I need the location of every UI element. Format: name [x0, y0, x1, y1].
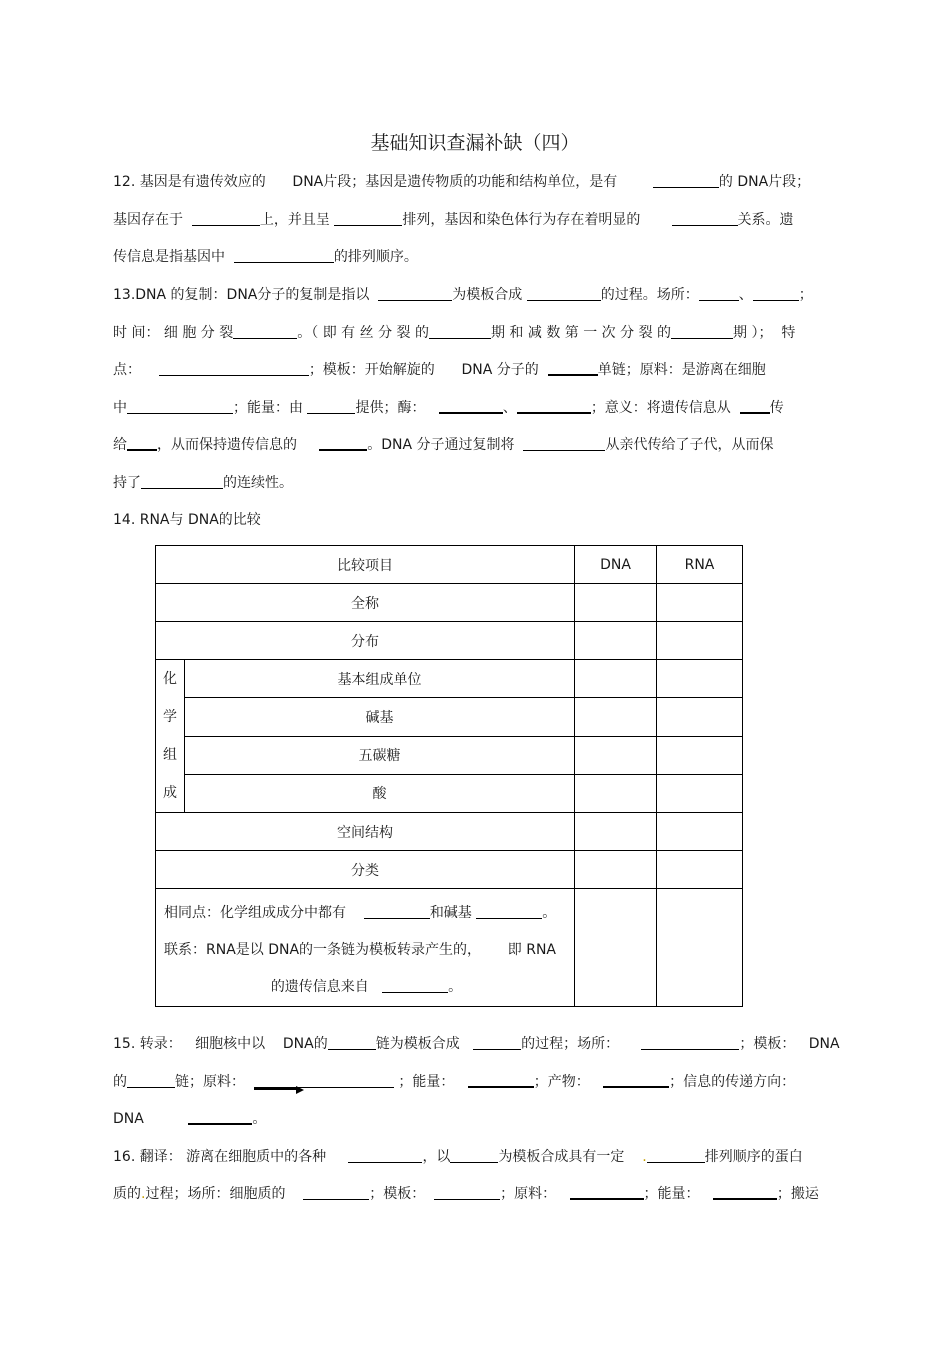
q13-line-3: 点： ；模板：开始解旋的 DNA 分子的 单链；原料：是游离在细胞	[113, 362, 766, 378]
blank[interactable]	[713, 1184, 777, 1200]
blank[interactable]	[468, 1072, 534, 1088]
blank[interactable]	[641, 1035, 739, 1050]
row-label-unit: 基本组成单位	[185, 660, 575, 698]
blank[interactable]	[603, 1072, 669, 1088]
table-row	[156, 851, 743, 889]
blank[interactable]	[753, 286, 799, 301]
row-label-class: 分类	[156, 851, 575, 889]
blank[interactable]	[570, 1184, 644, 1200]
q13-line-1: 13.DNA 的复制：DNA分子的复制是指以 为模板合成 的过程。场所： 、 ；	[113, 287, 813, 303]
blank[interactable]	[439, 398, 503, 414]
blank[interactable]	[647, 1148, 705, 1163]
blank[interactable]	[548, 360, 598, 376]
q12-line-1: 12. 基因是有遗传效应的 DNA片段；基因是遗传物质的功能和结构单位，是有 的 DNA片段；	[113, 174, 811, 190]
answer-cell[interactable]	[657, 813, 743, 851]
blank[interactable]	[429, 324, 491, 339]
blank[interactable]	[141, 474, 223, 489]
q13-line-6: 持了 的连续性。	[113, 475, 293, 491]
row-label-distribution: 分布	[156, 622, 575, 660]
blank[interactable]	[699, 286, 739, 301]
answer-cell[interactable]	[575, 660, 657, 698]
answer-cell[interactable]	[575, 622, 657, 660]
page-title: 基础知识查漏补缺（四）	[370, 132, 580, 154]
table-row	[156, 889, 743, 1007]
q16-line-2: 质的.过程；场所：细胞质的 ；模板： ；原料： ；能量： ；搬运	[113, 1186, 819, 1202]
blank[interactable]	[434, 1185, 500, 1200]
blank[interactable]	[234, 248, 334, 263]
table-row	[156, 622, 743, 660]
table-header-rna: RNA	[657, 546, 743, 584]
blank[interactable]	[672, 211, 738, 226]
answer-cell[interactable]	[575, 851, 657, 889]
row-label-structure: 空间结构	[156, 813, 575, 851]
answer-cell[interactable]	[657, 622, 743, 660]
answer-cell[interactable]	[575, 736, 657, 774]
blank[interactable]	[192, 211, 260, 226]
blank[interactable]	[348, 1148, 422, 1163]
blank[interactable]	[307, 399, 355, 414]
q13-line-5: 给 ，从而保持遗传信息的 。DNA 分子通过复制将 从亲代传给了子代，从而保	[113, 437, 774, 453]
table-row	[156, 813, 743, 851]
blank[interactable]	[364, 904, 430, 919]
blank[interactable]	[303, 1185, 369, 1200]
answer-cell[interactable]	[657, 698, 743, 736]
row-label-acid: 酸	[185, 774, 575, 812]
q16-line-1: 16. 翻译： 游离在细胞质中的各种 ，以 为模板合成具有一定 . 排列顺序的蛋白	[113, 1149, 803, 1165]
answer-cell[interactable]	[657, 660, 743, 698]
blank[interactable]	[334, 211, 402, 226]
answer-cell[interactable]	[657, 736, 743, 774]
blank[interactable]	[476, 904, 542, 919]
q15-line-2: 的 链；原料： ；能量： ；产物： ；信息的传递方向：	[113, 1074, 796, 1090]
blank[interactable]	[127, 435, 157, 451]
q15-line-3: DNA 。	[113, 1111, 267, 1127]
blank[interactable]	[378, 286, 452, 301]
notes-cell: 相同点：化学组成成分中都有 和碱基 。 联系：RNA是以 DNA的一条链为模板转录产生的， 即 RNA 的遗传信息来自 。	[156, 889, 575, 1007]
table-header-dna: DNA	[575, 546, 657, 584]
q14-heading: 14. RNA与 DNA的比较	[113, 512, 261, 528]
blank[interactable]	[127, 1073, 175, 1088]
table-header-item: 比较项目	[156, 546, 575, 584]
table-row	[156, 584, 743, 622]
blank[interactable]	[653, 173, 719, 188]
blank[interactable]	[740, 398, 770, 414]
answer-cell[interactable]	[575, 698, 657, 736]
blank[interactable]	[473, 1035, 521, 1050]
q13-line-2: 时 间： 细 胞 分 裂 。（ 即 有 丝 分 裂 的 期 和 减 数 第 一 次 分 裂 的 期 ）； 特	[113, 325, 796, 341]
answer-cell[interactable]	[657, 851, 743, 889]
row-label-base: 碱基	[185, 698, 575, 736]
q15-line-1: 15. 转录： 细胞核中以 DNA的 链为模板合成 的过程；场所： ；模板： DNA	[113, 1036, 840, 1052]
answer-cell[interactable]	[657, 889, 743, 1007]
blank[interactable]	[233, 324, 297, 339]
blank[interactable]	[188, 1109, 252, 1125]
table-row	[156, 698, 743, 736]
answer-cell[interactable]	[575, 584, 657, 622]
blank[interactable]	[319, 435, 367, 451]
blank[interactable]	[382, 978, 448, 993]
table-row	[156, 736, 743, 774]
blank[interactable]	[450, 1148, 498, 1163]
blank[interactable]	[671, 324, 733, 339]
blank[interactable]	[523, 436, 605, 451]
table-row	[156, 660, 743, 698]
blank[interactable]	[159, 361, 309, 376]
blank[interactable]	[527, 286, 601, 301]
blank-arrow[interactable]	[254, 1073, 394, 1088]
answer-cell[interactable]	[575, 813, 657, 851]
answer-cell[interactable]	[575, 889, 657, 1007]
row-label-sugar: 五碳糖	[185, 736, 575, 774]
blank[interactable]	[127, 399, 233, 414]
table-row	[156, 546, 743, 584]
row-label-fullname: 全称	[156, 584, 575, 622]
q12-line-2: 基因存在于 上，并且呈 排列，基因和染色体行为存在着明显的 关系。遗	[113, 212, 794, 228]
answer-cell[interactable]	[657, 584, 743, 622]
q12-line-3: 传信息是指基因中 的排列顺序。	[113, 249, 418, 265]
table-row	[156, 774, 743, 812]
q13-line-4: 中 ；能量：由 提供；酶： 、 ；意义：将遗传信息从 传	[113, 400, 784, 416]
blank[interactable]	[517, 398, 591, 414]
answer-cell[interactable]	[575, 774, 657, 812]
answer-cell[interactable]	[657, 774, 743, 812]
chem-group-label: 化 学 组 成	[156, 660, 185, 813]
comparison-table	[155, 545, 743, 1007]
blank[interactable]	[328, 1035, 376, 1050]
